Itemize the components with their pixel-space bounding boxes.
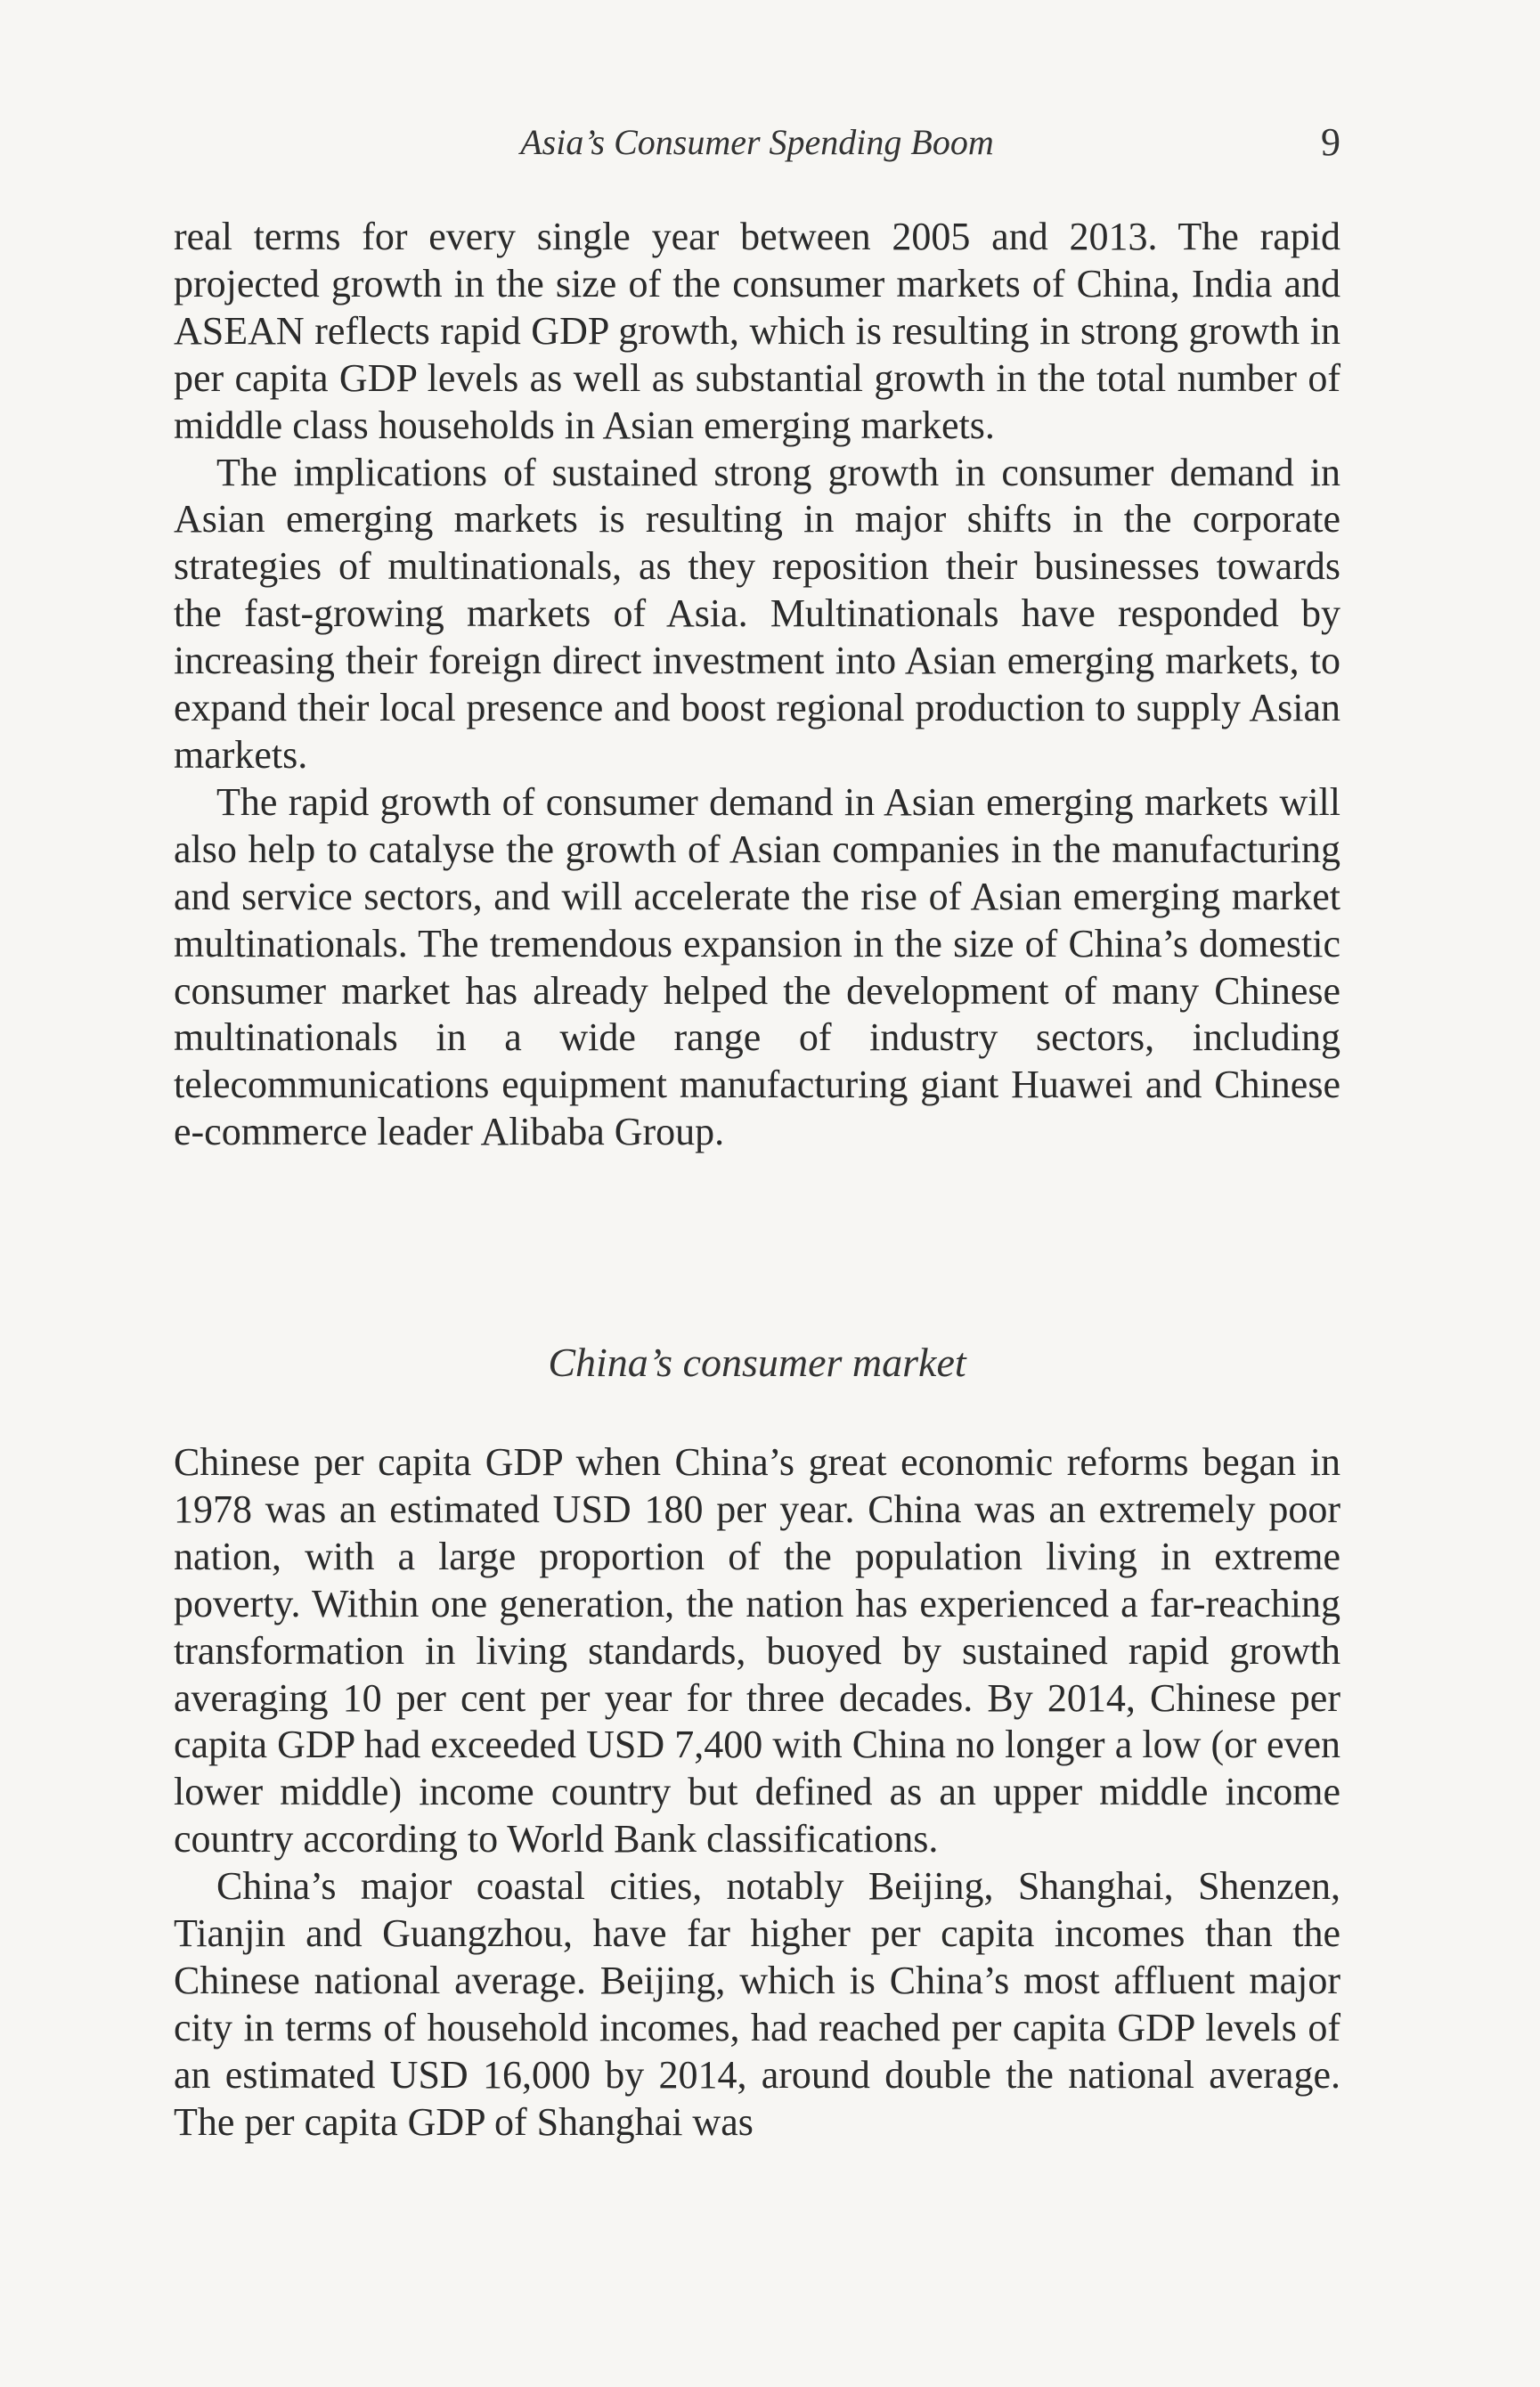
paragraph: The implications of sustained strong growth in consumer demand in Asian emerging markets is resulting in major shifts in the corporate strategies of multinationals, as they reposition their businesses towards the fast-growing markets of Asia. Multinationals have responded by increasing their foreign direct investment into Asian emerging markets, to expand their local presence and boost regional production to supply Asian markets. [174,450,1340,777]
paragraph: The rapid growth of consumer demand in Asian emerging markets will also help to catalyse the growth of Asian companies in the manufacturing and service sectors, and will accelerate the rise of Asian emerging market multinationals. The tremendous expansion in the size of China’s domestic consumer market has already helped the development of many Chinese multinationals in a wide range of industry sectors, including telecommunications equipment manufacturing giant Huawei and Chinese e-commerce leader Alibaba Group. [174,779,1340,1154]
running-header [174,116,1340,169]
running-title: Asia’s Consumer Spending Boom [520,122,994,162]
paragraph: China’s major coastal cities, notably Beijing, Shanghai, Shenzen, Tianjin and Guangzhou, have far higher per capita incomes than the Chinese national average. Beijing, which is China’s most affluent major city in terms of household incomes, had reached per capita GDP levels of an estimated USD 16,000 by 2014, around double the national average. The per capita GDP of Shanghai was [174,1864,1340,2144]
paragraph-continued: real terms for every single year between 2005 and 2013. The rapid projected growth in the size of the consumer markets of China, India and ASEAN reflects rapid GDP growth, which is resulting in strong growth in per capita GDP levels as well as substantial growth in the total number of middle class households in Asian emerging markets. [174,215,1340,447]
section-body-text [174,1439,1340,2147]
paragraph: Chinese per capita GDP when China’s great economic reforms began in 1978 was an estimated USD 180 per year. China was an extremely poor nation, with a large proportion of the population living in extreme poverty. Within one generation, the nation has experienced a far-reaching transformation in living standards, buoyed by sustained rapid growth averaging 10 per cent per year for three decades. By 2014, Chinese per capita GDP had exceeded USD 7,400 with China no longer a low (or even lower middle) income country but defined as an upper middle income country according to World Bank classifications. [174,1440,1340,1862]
body-text-continued [174,214,1340,1156]
page-number: 9 [1321,120,1340,164]
section-heading: China’s consumer market [548,1340,966,1385]
